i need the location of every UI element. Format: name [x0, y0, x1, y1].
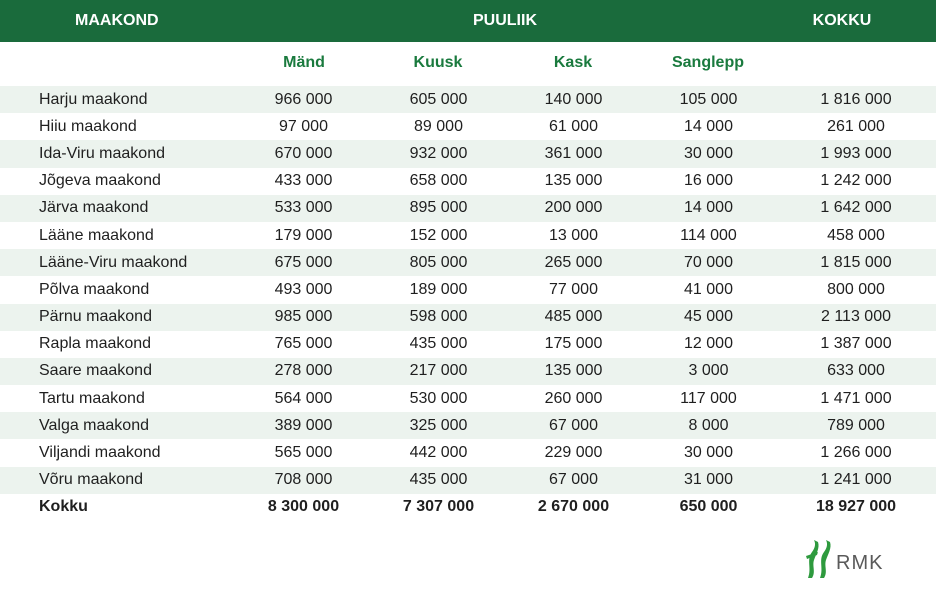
value-cell-mand: 966 000 — [236, 86, 371, 113]
value-cell-kokku: 1 242 000 — [776, 168, 936, 195]
county-name-cell: Ida-Viru maakond — [0, 140, 236, 167]
county-name-cell: Viljandi maakond — [0, 439, 236, 466]
value-cell-kokku: 633 000 — [776, 358, 936, 385]
value-cell-kuusk: 7 307 000 — [371, 494, 506, 521]
species-subheader — [0, 54, 936, 74]
table-row — [0, 86, 936, 113]
total-row — [0, 494, 936, 521]
value-cell-sanglepp: 14 000 — [641, 195, 776, 222]
value-cell-mand: 389 000 — [236, 412, 371, 439]
county-name-cell: Hiiu maakond — [0, 113, 236, 140]
county-name-cell: Lääne maakond — [0, 222, 236, 249]
table-row — [0, 467, 936, 494]
value-cell-kuusk: 325 000 — [371, 412, 506, 439]
value-cell-kuusk: 217 000 — [371, 358, 506, 385]
value-cell-mand: 533 000 — [236, 195, 371, 222]
value-cell-sanglepp: 8 000 — [641, 412, 776, 439]
value-cell-kask: 67 000 — [506, 412, 641, 439]
value-cell-kask: 135 000 — [506, 358, 641, 385]
county-name-cell: Jõgeva maakond — [0, 168, 236, 195]
value-cell-kokku: 1 266 000 — [776, 439, 936, 466]
value-cell-kuusk: 89 000 — [371, 113, 506, 140]
value-cell-kokku: 1 815 000 — [776, 249, 936, 276]
table-row — [0, 358, 936, 385]
column-header-kask: Kask — [553, 54, 593, 71]
county-name-cell: Saare maakond — [0, 358, 236, 385]
county-name-cell: Järva maakond — [0, 195, 236, 222]
value-cell-mand: 433 000 — [236, 168, 371, 195]
value-cell-sanglepp: 31 000 — [641, 467, 776, 494]
county-name-cell: Harju maakond — [0, 86, 236, 113]
value-cell-kokku: 1 642 000 — [776, 195, 936, 222]
value-cell-kuusk: 442 000 — [371, 439, 506, 466]
value-cell-mand: 565 000 — [236, 439, 371, 466]
table-row — [0, 249, 936, 276]
value-cell-kask: 260 000 — [506, 385, 641, 412]
table-row — [0, 304, 936, 331]
header-puuliik: PUULIIK — [473, 12, 537, 29]
value-cell-mand: 97 000 — [236, 113, 371, 140]
value-cell-kask: 485 000 — [506, 304, 641, 331]
county-name-cell: Pärnu maakond — [0, 304, 236, 331]
value-cell-sanglepp: 14 000 — [641, 113, 776, 140]
table-row — [0, 385, 936, 412]
value-cell-kokku: 800 000 — [776, 276, 936, 303]
value-cell-kokku: 18 927 000 — [776, 494, 936, 521]
value-cell-mand: 765 000 — [236, 331, 371, 358]
value-cell-kask: 13 000 — [506, 222, 641, 249]
county-name-cell: Põlva maakond — [0, 276, 236, 303]
value-cell-sanglepp: 41 000 — [641, 276, 776, 303]
county-name-cell: Lääne-Viru maakond — [0, 249, 236, 276]
value-cell-mand: 564 000 — [236, 385, 371, 412]
value-cell-sanglepp: 16 000 — [641, 168, 776, 195]
table-row — [0, 195, 936, 222]
value-cell-kuusk: 605 000 — [371, 86, 506, 113]
column-header-kuusk: Kuusk — [413, 54, 463, 71]
value-cell-kokku: 261 000 — [776, 113, 936, 140]
value-cell-mand: 670 000 — [236, 140, 371, 167]
county-name-cell: Võru maakond — [0, 467, 236, 494]
value-cell-kask: 229 000 — [506, 439, 641, 466]
value-cell-kokku: 2 113 000 — [776, 304, 936, 331]
column-header-sanglepp: Sanglepp — [671, 54, 744, 71]
column-header-mand: Mänd — [283, 54, 325, 71]
table-row — [0, 276, 936, 303]
value-cell-kuusk: 932 000 — [371, 140, 506, 167]
value-cell-mand: 675 000 — [236, 249, 371, 276]
value-cell-kask: 265 000 — [506, 249, 641, 276]
value-cell-kask: 135 000 — [506, 168, 641, 195]
value-cell-kokku: 1 241 000 — [776, 467, 936, 494]
value-cell-sanglepp: 30 000 — [641, 439, 776, 466]
value-cell-sanglepp: 650 000 — [641, 494, 776, 521]
table-row — [0, 113, 936, 140]
value-cell-mand: 8 300 000 — [236, 494, 371, 521]
value-cell-mand: 278 000 — [236, 358, 371, 385]
value-cell-kuusk: 658 000 — [371, 168, 506, 195]
value-cell-kask: 77 000 — [506, 276, 641, 303]
value-cell-sanglepp: 114 000 — [641, 222, 776, 249]
table-row — [0, 439, 936, 466]
value-cell-kokku: 1 387 000 — [776, 331, 936, 358]
value-cell-mand: 985 000 — [236, 304, 371, 331]
value-cell-kask: 175 000 — [506, 331, 641, 358]
value-cell-kask: 200 000 — [506, 195, 641, 222]
header-kokku: KOKKU — [812, 12, 872, 29]
value-cell-sanglepp: 45 000 — [641, 304, 776, 331]
value-cell-kuusk: 598 000 — [371, 304, 506, 331]
table-row — [0, 140, 936, 167]
value-cell-mand: 708 000 — [236, 467, 371, 494]
value-cell-kokku: 1 816 000 — [776, 86, 936, 113]
table-row — [0, 222, 936, 249]
value-cell-sanglepp: 3 000 — [641, 358, 776, 385]
county-name-cell: Kokku — [0, 494, 236, 521]
value-cell-kask: 67 000 — [506, 467, 641, 494]
value-cell-sanglepp: 70 000 — [641, 249, 776, 276]
header-maakond: MAAKOND — [75, 12, 159, 29]
rmk-logo-text: RMK — [836, 552, 884, 574]
value-cell-kask: 2 670 000 — [506, 494, 641, 521]
county-name-cell: Tartu maakond — [0, 385, 236, 412]
value-cell-kuusk: 805 000 — [371, 249, 506, 276]
value-cell-kokku: 1 471 000 — [776, 385, 936, 412]
value-cell-sanglepp: 117 000 — [641, 385, 776, 412]
forest-data-table — [0, 86, 936, 521]
value-cell-sanglepp: 30 000 — [641, 140, 776, 167]
table-header-bar — [0, 0, 936, 42]
value-cell-sanglepp: 105 000 — [641, 86, 776, 113]
value-cell-kuusk: 895 000 — [371, 195, 506, 222]
value-cell-kuusk: 435 000 — [371, 467, 506, 494]
table-row — [0, 168, 936, 195]
value-cell-kuusk: 530 000 — [371, 385, 506, 412]
value-cell-kokku: 789 000 — [776, 412, 936, 439]
value-cell-kokku: 1 993 000 — [776, 140, 936, 167]
table-row — [0, 331, 936, 358]
value-cell-kuusk: 152 000 — [371, 222, 506, 249]
value-cell-kask: 140 000 — [506, 86, 641, 113]
value-cell-kuusk: 435 000 — [371, 331, 506, 358]
value-cell-kuusk: 189 000 — [371, 276, 506, 303]
value-cell-sanglepp: 12 000 — [641, 331, 776, 358]
value-cell-kokku: 458 000 — [776, 222, 936, 249]
county-name-cell: Valga maakond — [0, 412, 236, 439]
table-row — [0, 412, 936, 439]
value-cell-kask: 61 000 — [506, 113, 641, 140]
value-cell-mand: 179 000 — [236, 222, 371, 249]
county-name-cell: Rapla maakond — [0, 331, 236, 358]
value-cell-mand: 493 000 — [236, 276, 371, 303]
value-cell-kask: 361 000 — [506, 140, 641, 167]
